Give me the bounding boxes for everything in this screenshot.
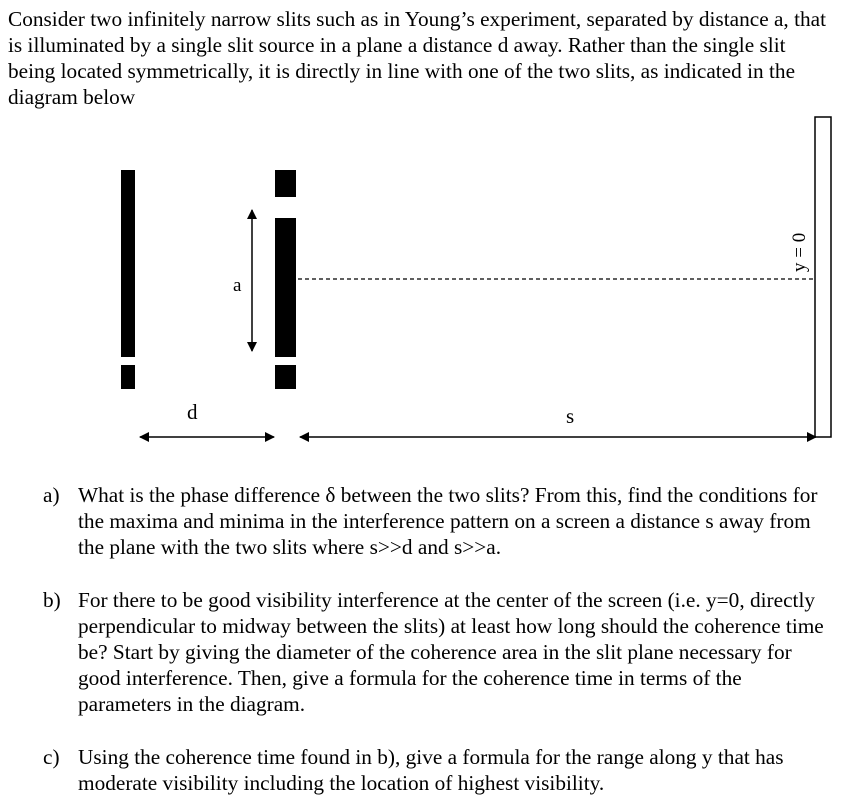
source-slit-plane [121, 170, 135, 389]
question-b [43, 587, 833, 717]
source-plane-upper-wall [121, 170, 135, 357]
double-slit-middle-wall [275, 218, 296, 357]
label-y0: y = 0 [789, 232, 810, 272]
question-c-text: Using the coherence time found in b), give a formula for the range along y that has moderate visibility including the location of highest visibility. [78, 745, 784, 795]
double-slit-plane [275, 170, 296, 389]
question-a-label: a) [43, 483, 60, 507]
question-c [43, 744, 833, 796]
label-d: d [187, 400, 198, 424]
label-a: a [233, 275, 242, 296]
double-slit-top-wall [275, 170, 296, 197]
question-b-label: b) [43, 588, 61, 612]
question-a-text: What is the phase difference δ between the two slits? From this, find the conditions for the maxima and minima in the interference pattern on a screen a distance s away from the plane with the two slits where s>>d and s>>a. [78, 483, 818, 559]
observation-screen [815, 117, 831, 437]
problem-intro: Consider two infinitely narrow slits such as in Young’s experiment, separated by distance a, that is illuminated by a single slit source in a plane a distance d away. Rather than the single slit being located symmetrically, it is directly in line with one of the two slits, as indicated in the diagram below [8, 7, 827, 109]
question-b-text: For there to be good visibility interference at the center of the screen (i.e. y=0, directly perpendicular to midway between the slits) at least how long should the coherence time be? Start by giving the diameter of the coherence area in the slit plane necessary for good interference. Then, give a formula for the coherence time in terms of the parameters in the diagram. [78, 588, 824, 716]
label-s: s [566, 404, 575, 428]
question-c-label: c) [43, 745, 60, 769]
source-plane-lower-wall [121, 365, 135, 389]
double-slit-bottom-wall [275, 365, 296, 389]
question-a [43, 482, 833, 560]
